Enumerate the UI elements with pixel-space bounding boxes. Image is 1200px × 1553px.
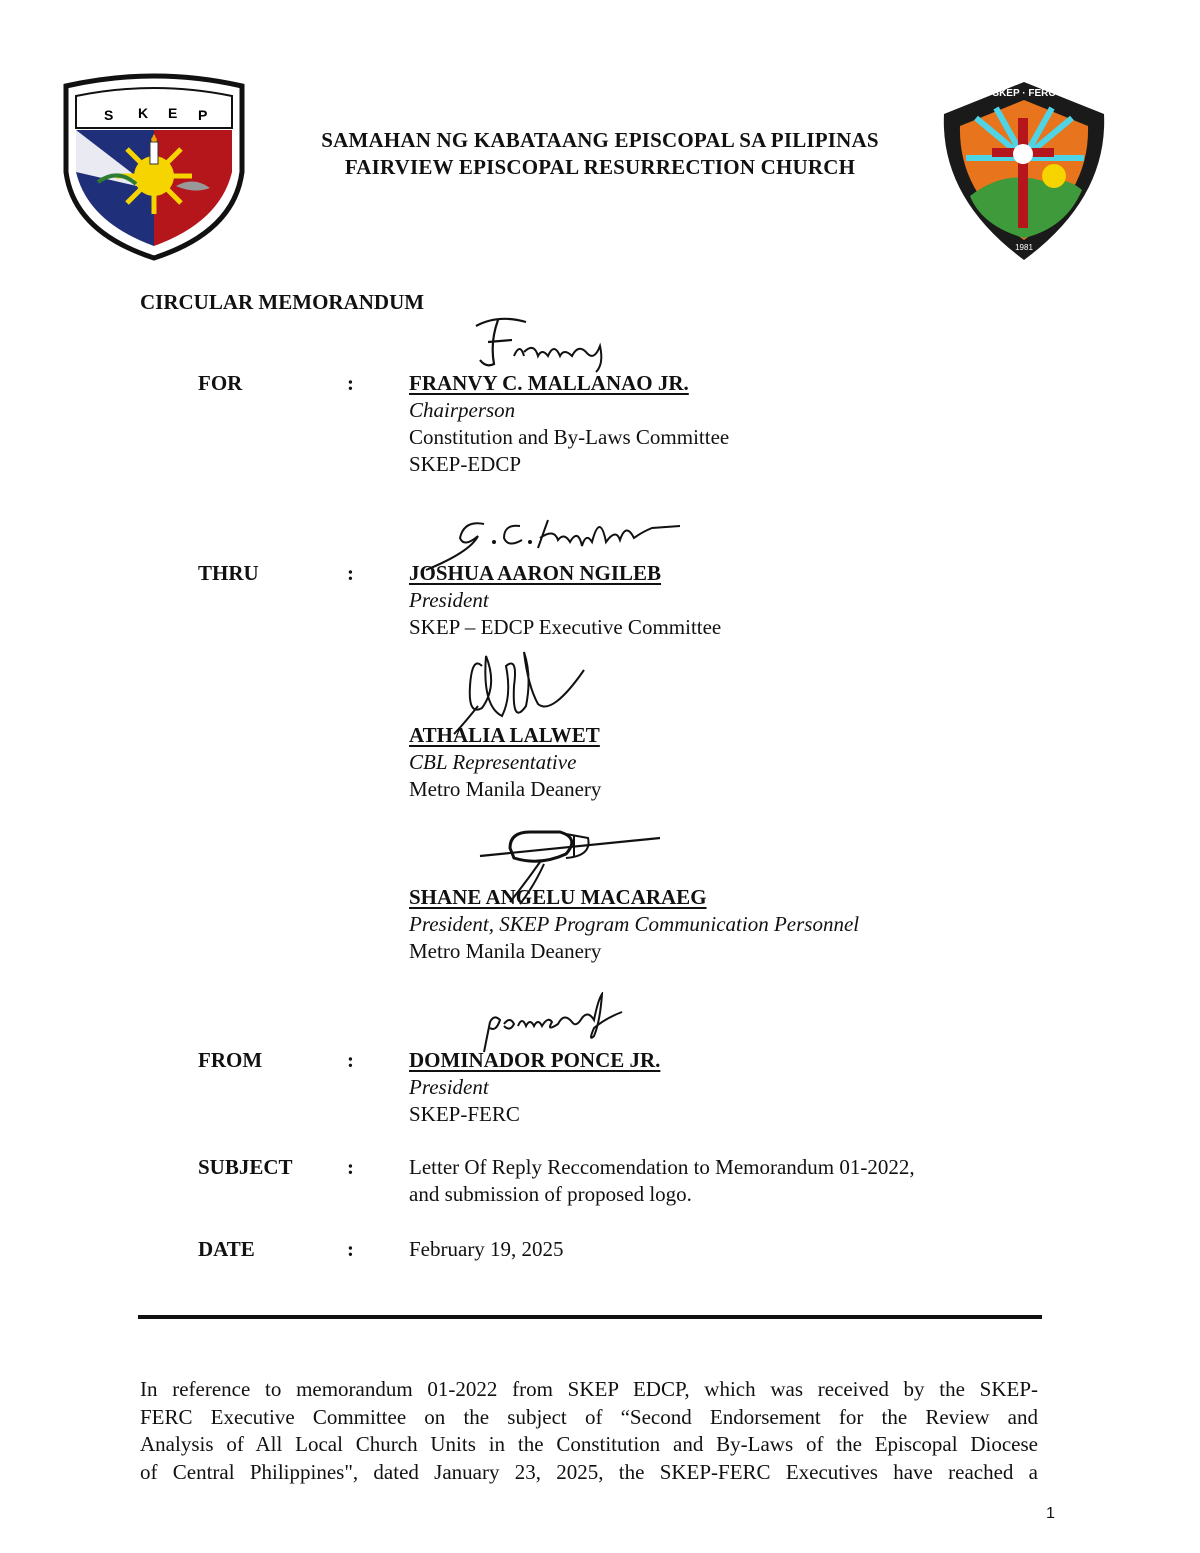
for-label: FOR <box>198 371 243 395</box>
shield-letter-p: P <box>198 107 208 123</box>
thru-colon: : <box>347 561 354 585</box>
body-line-2: FERC Executive Committee on the subject of “Second Endorsement for the Review and <box>140 1404 1038 1429</box>
thru-line-3: Metro Manila Deanery <box>409 939 602 963</box>
memo-title: CIRCULAR MEMORANDUM <box>140 290 425 314</box>
body-line-1: In reference to memorandum 01-2022 from SKEP EDCP, which was received by the SKEP- <box>140 1377 1038 1401</box>
date-colon: : <box>347 1237 354 1261</box>
for-colon: : <box>347 371 354 395</box>
from-colon: : <box>347 1048 354 1072</box>
org-name-line2: FAIRVIEW EPISCOPAL RESURRECTION CHURCH <box>344 155 856 179</box>
body-paragraph <box>140 1376 1038 1486</box>
date-value: February 19, 2025 <box>409 1237 564 1261</box>
for-line2: SKEP-EDCP <box>409 452 522 476</box>
for-signature <box>468 312 618 374</box>
thru-role-2: CBL Representative <box>409 750 577 774</box>
from-name: DOMINADOR PONCE JR. <box>409 1048 661 1072</box>
thru-name-2: ATHALIA LALWET <box>409 723 600 747</box>
from-line1: SKEP-FERC <box>409 1102 520 1126</box>
org-name-line1: SAMAHAN NG KABATAANG EPISCOPAL SA PILIPINAS <box>321 128 879 152</box>
from-label: FROM <box>198 1048 263 1072</box>
shield-letter-k: K <box>138 105 149 121</box>
thru-label: THRU <box>198 561 259 585</box>
body-line-3: Analysis of All Local Church Units in the Constitution and By-Laws of the Episcopal Diocese <box>140 1432 1038 1456</box>
thru-line-2: Metro Manila Deanery <box>409 777 602 801</box>
date-label: DATE <box>198 1237 255 1261</box>
for-line1: Constitution and By-Laws Committee <box>409 425 730 449</box>
thru-name-3: SHANE ANGELU MACARAEG <box>409 885 707 909</box>
ferc-logo-year: 1981 <box>1015 243 1033 252</box>
subject-label: SUBJECT <box>198 1155 293 1179</box>
subject-line2: and submission of proposed logo. <box>409 1182 692 1206</box>
subject-line1: Letter Of Reply Reccomendation to Memorandum 01-2022, <box>409 1155 915 1179</box>
from-role: President <box>409 1075 489 1099</box>
thru-role-3: President, SKEP Program Communication Personnel <box>409 912 860 936</box>
for-name: FRANVY C. MALLANAO JR. <box>409 371 689 395</box>
page-number: 1 <box>1046 1505 1055 1522</box>
thru-role-1: President <box>409 588 489 612</box>
thru-name-1: JOSHUA AARON NGILEB <box>409 561 662 585</box>
divider-line <box>138 1315 1042 1319</box>
ferc-logo-top-text: SKEP · FERC <box>992 88 1056 99</box>
for-role: Chairperson <box>409 398 516 422</box>
shield-letter-e: E <box>168 105 178 121</box>
thru-line-1: SKEP – EDCP Executive Committee <box>409 615 722 639</box>
subject-colon: : <box>347 1155 354 1179</box>
body-line-4: of Central Philippines", dated January 23, 2025, the SKEP-FERC Executives have reached a <box>140 1459 1038 1484</box>
shield-letter-s: S <box>104 107 114 123</box>
from-signature <box>476 992 626 1056</box>
